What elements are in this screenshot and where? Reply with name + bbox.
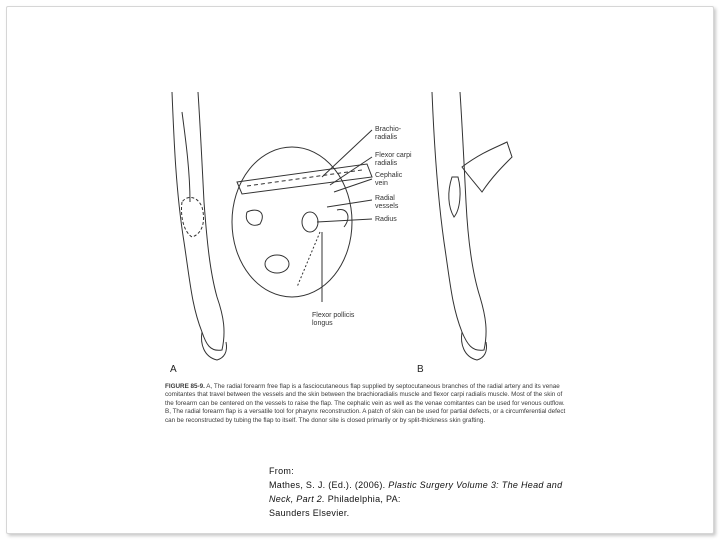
citation-place: Philadelphia, PA: (327, 494, 401, 504)
slide-frame (6, 6, 714, 534)
label-brachioradialis: Brachio-radialis (375, 126, 402, 141)
flap-strip (237, 164, 372, 194)
flap-a-outline (181, 197, 203, 237)
forearm-flap-illustration (162, 82, 572, 382)
label-radial-vessels: Radial vessels (375, 195, 399, 210)
arm-b-outline (432, 92, 486, 350)
cross-section-outline (232, 147, 352, 297)
label-cephalic-vein: Cephalic vein (375, 172, 403, 187)
tubed-flap-b (462, 142, 512, 192)
figure-caption (165, 383, 569, 425)
citation-line (269, 478, 569, 506)
citation-title: Plastic Surgery Volume 3: The Head and Neck, Part 2. (269, 480, 563, 504)
citation-publisher: Saunders Elsevier. (269, 508, 350, 518)
label-flexor-carpi-radialis: Flexor carpi radialis (375, 152, 412, 167)
citation (269, 464, 569, 520)
arm-a-outline (172, 92, 224, 350)
hand-b (462, 332, 487, 360)
label-radius: Radius (375, 216, 397, 223)
anatomy-figure (162, 82, 572, 382)
label-flexor-pollicis-longus: Flexor pollicis longus (312, 312, 355, 327)
panel-a-label: A (170, 364, 177, 375)
ulna-bone (265, 255, 289, 273)
citation-from: From: (269, 466, 294, 476)
caption-title: FIGURE 85-9. (165, 383, 205, 390)
citation-authors: Mathes, S. J. (Ed.). (2006). (269, 480, 386, 490)
donor-site-b (449, 177, 460, 217)
caption-body: A, The radial forearm free flap is a fasciocutaneous flap supplied by septocutaneous branches of the radial artery and its venae comitantes that travel between the vessels and the skin between the brachioradialis muscle and flexor carpi radialis muscle. Most of the skin of the forearm can be centered on the vessels to raise the flap. The cephalic vein as well as the venae comitantes can be used for venous outflow. B, The radial forearm flap is a versatile tool for pharynx reconstruction. A patch of skin can be used for partial defects, or a circumferential defect can be reconstructed by tubing the flap to itself. The donor site is closed primarily or by split-thickness skin grafting. (165, 383, 566, 424)
radius-bone (302, 212, 318, 232)
panel-b-label: B (417, 364, 424, 375)
arm-a-inner (182, 112, 190, 202)
